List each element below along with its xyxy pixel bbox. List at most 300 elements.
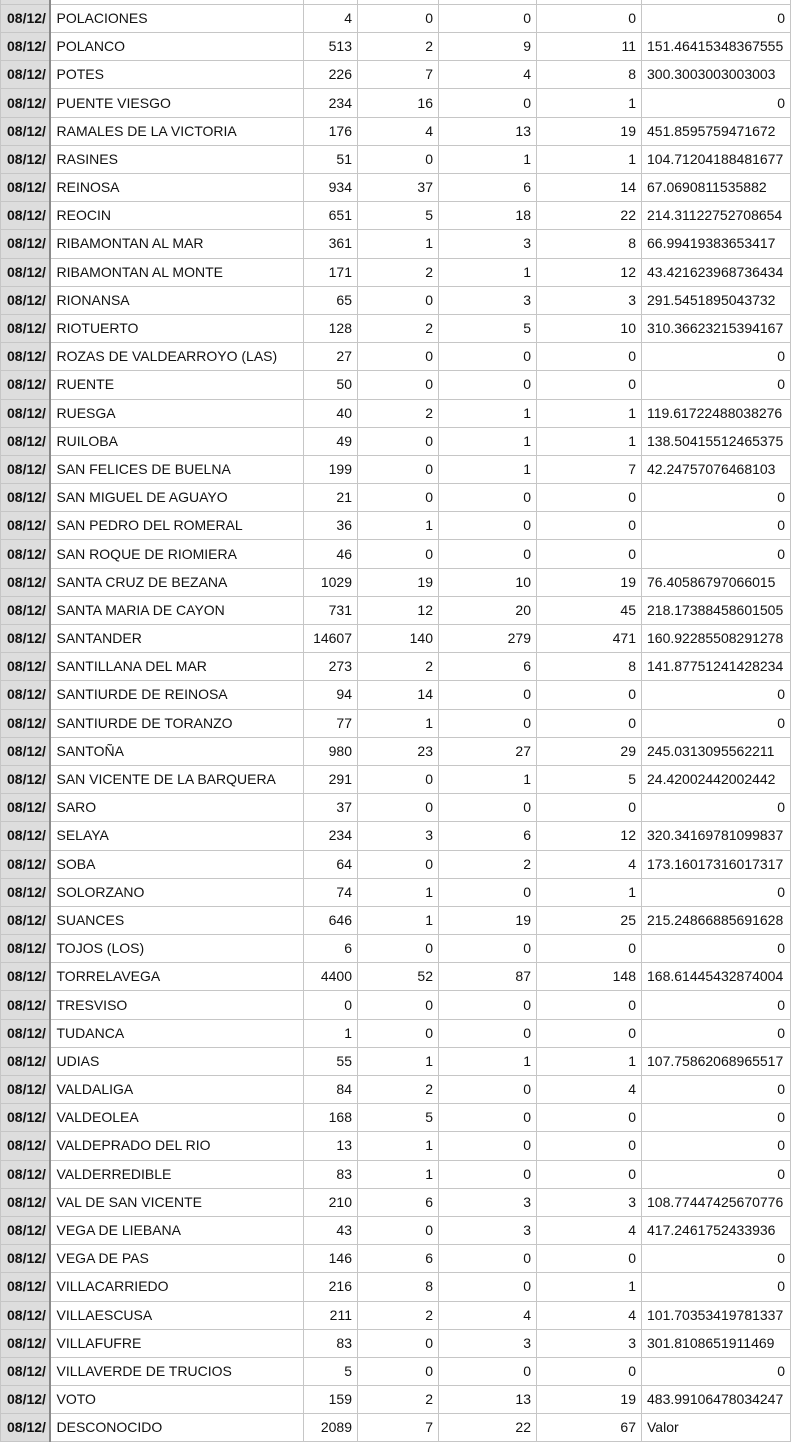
municipality-cell[interactable]: TOJOS (LOS) — [50, 935, 304, 963]
value-cell-2[interactable]: 2 — [358, 33, 439, 61]
value-cell-1[interactable]: 83 — [304, 1329, 358, 1357]
date-cell[interactable]: 08/12/ — [1, 174, 50, 202]
value-cell-1[interactable]: 27 — [304, 343, 358, 371]
value-cell-3[interactable]: 87 — [439, 963, 537, 991]
date-cell[interactable] — [1, 0, 50, 4]
value-cell-3[interactable]: 0 — [439, 709, 537, 737]
municipality-cell[interactable]: SANTILLANA DEL MAR — [50, 653, 304, 681]
value-cell-2[interactable]: 2 — [358, 399, 439, 427]
date-cell[interactable]: 08/12/ — [1, 1329, 50, 1357]
value-cell-3[interactable]: 3 — [439, 230, 537, 258]
municipality-cell[interactable]: VALDALIGA — [50, 1076, 304, 1104]
value-cell-2[interactable]: 0 — [358, 286, 439, 314]
date-cell[interactable]: 08/12/ — [1, 935, 50, 963]
municipality-cell[interactable]: SOLORZANO — [50, 878, 304, 906]
date-cell[interactable]: 08/12/ — [1, 89, 50, 117]
value-cell-4[interactable]: 0 — [537, 484, 642, 512]
date-cell[interactable]: 08/12/ — [1, 653, 50, 681]
municipality-cell[interactable]: ROZAS DE VALDEARROYO (LAS) — [50, 343, 304, 371]
rate-cell[interactable]: 483.99106478034247 — [642, 1386, 791, 1414]
value-cell-3[interactable]: 0 — [439, 1160, 537, 1188]
rate-cell[interactable]: 0 — [642, 484, 791, 512]
date-cell[interactable]: 08/12/ — [1, 906, 50, 934]
value-cell-4[interactable]: 0 — [537, 371, 642, 399]
municipality-cell[interactable]: SANTA MARIA DE CAYON — [50, 596, 304, 624]
municipality-cell[interactable]: RUESGA — [50, 399, 304, 427]
municipality-cell[interactable]: TORRELAVEGA — [50, 963, 304, 991]
municipality-cell[interactable]: REOCIN — [50, 202, 304, 230]
date-cell[interactable]: 08/12/ — [1, 117, 50, 145]
value-cell-4[interactable]: 25 — [537, 906, 642, 934]
value-cell-2[interactable]: 6 — [358, 1245, 439, 1273]
date-cell[interactable]: 08/12/ — [1, 512, 50, 540]
rate-cell[interactable]: 138.50415512465375 — [642, 427, 791, 455]
value-cell-2[interactable]: 5 — [358, 202, 439, 230]
value-cell-3[interactable]: 1 — [439, 399, 537, 427]
value-cell-3[interactable]: 18 — [439, 202, 537, 230]
date-cell[interactable]: 08/12/ — [1, 963, 50, 991]
value-cell-3[interactable]: 0 — [439, 512, 537, 540]
value-cell-3[interactable]: 0 — [439, 878, 537, 906]
date-cell[interactable]: 08/12/ — [1, 822, 50, 850]
value-cell-4[interactable]: 0 — [537, 1357, 642, 1385]
value-cell-2[interactable]: 0 — [358, 991, 439, 1019]
date-cell[interactable]: 08/12/ — [1, 709, 50, 737]
value-cell-1[interactable]: 51 — [304, 145, 358, 173]
value-cell-1[interactable]: 84 — [304, 1076, 358, 1104]
value-cell-4[interactable]: 0 — [537, 1160, 642, 1188]
value-cell-1[interactable]: 216 — [304, 1273, 358, 1301]
value-cell-3[interactable]: 6 — [439, 174, 537, 202]
rate-cell[interactable]: 0 — [642, 1273, 791, 1301]
municipality-cell[interactable]: PUENTE VIESGO — [50, 89, 304, 117]
rate-cell[interactable]: 42.24757076468103 — [642, 455, 791, 483]
rate-cell[interactable]: 119.61722488038276 — [642, 399, 791, 427]
value-cell-3[interactable]: 0 — [439, 935, 537, 963]
value-cell-4[interactable]: 8 — [537, 230, 642, 258]
value-cell-3[interactable]: 3 — [439, 1188, 537, 1216]
value-cell-3[interactable]: 0 — [439, 1104, 537, 1132]
value-cell-2[interactable]: 0 — [358, 850, 439, 878]
value-cell-1[interactable]: 361 — [304, 230, 358, 258]
municipality-cell[interactable]: RUILOBA — [50, 427, 304, 455]
value-cell-2[interactable]: 0 — [358, 765, 439, 793]
value-cell-4[interactable]: 0 — [537, 343, 642, 371]
value-cell-1[interactable]: 731 — [304, 596, 358, 624]
value-cell-3[interactable]: 20 — [439, 596, 537, 624]
rate-cell[interactable]: 173.16017316017317 — [642, 850, 791, 878]
value-cell-4[interactable]: 0 — [537, 1104, 642, 1132]
municipality-cell[interactable]: VILLAESCUSA — [50, 1301, 304, 1329]
value-cell-1[interactable]: 13 — [304, 1132, 358, 1160]
value-cell-4[interactable]: 12 — [537, 258, 642, 286]
value-cell-1[interactable]: 5 — [304, 1357, 358, 1385]
value-cell-4[interactable]: 19 — [537, 117, 642, 145]
rate-cell[interactable]: 0 — [642, 1357, 791, 1385]
date-cell[interactable]: 08/12/ — [1, 371, 50, 399]
value-cell-3[interactable]: 0 — [439, 89, 537, 117]
value-cell-1[interactable]: 128 — [304, 314, 358, 342]
value-cell-4[interactable]: 19 — [537, 1386, 642, 1414]
rate-cell[interactable]: 0 — [642, 512, 791, 540]
municipality-cell[interactable]: SANTA CRUZ DE BEZANA — [50, 568, 304, 596]
date-cell[interactable]: 08/12/ — [1, 1019, 50, 1047]
rate-cell[interactable]: 0 — [642, 89, 791, 117]
rate-cell[interactable]: 0 — [642, 4, 791, 32]
value-cell-4[interactable]: 0 — [537, 681, 642, 709]
value-cell-4[interactable]: 0 — [537, 1245, 642, 1273]
municipality-cell[interactable]: VILLAFUFRE — [50, 1329, 304, 1357]
value-cell-1[interactable]: 199 — [304, 455, 358, 483]
municipality-cell[interactable]: SAN PEDRO DEL ROMERAL — [50, 512, 304, 540]
value-cell-4[interactable]: 0 — [537, 709, 642, 737]
rate-cell[interactable]: 301.8108651911469 — [642, 1329, 791, 1357]
value-cell-1[interactable]: 646 — [304, 906, 358, 934]
value-cell-3[interactable]: 1 — [439, 765, 537, 793]
value-cell-2[interactable]: 6 — [358, 1188, 439, 1216]
value-cell-4[interactable]: 0 — [537, 1019, 642, 1047]
municipality-cell[interactable]: DESCONOCIDO — [50, 1414, 304, 1442]
value-cell-4[interactable]: 4 — [537, 1076, 642, 1104]
date-cell[interactable]: 08/12/ — [1, 794, 50, 822]
date-cell[interactable]: 08/12/ — [1, 314, 50, 342]
rate-cell[interactable]: 214.31122752708654 — [642, 202, 791, 230]
rate-cell[interactable]: 108.77447425670776 — [642, 1188, 791, 1216]
value-cell-4[interactable]: 1 — [537, 878, 642, 906]
value-cell-1[interactable]: 171 — [304, 258, 358, 286]
rate-cell[interactable]: 107.75862068965517 — [642, 1047, 791, 1075]
value-cell-2[interactable]: 0 — [358, 540, 439, 568]
rate-cell[interactable]: 0 — [642, 371, 791, 399]
value-cell-2[interactable]: 0 — [358, 4, 439, 32]
date-cell[interactable]: 08/12/ — [1, 765, 50, 793]
rate-cell[interactable]: 451.8595759471672 — [642, 117, 791, 145]
value-cell-2[interactable]: 23 — [358, 737, 439, 765]
rate-cell[interactable]: 0 — [642, 1076, 791, 1104]
rate-cell[interactable]: 0 — [642, 991, 791, 1019]
value-cell-3[interactable]: 0 — [439, 1273, 537, 1301]
rate-cell[interactable]: 0 — [642, 1160, 791, 1188]
municipality-cell[interactable]: SAN MIGUEL DE AGUAYO — [50, 484, 304, 512]
value-cell-2[interactable]: 1 — [358, 878, 439, 906]
rate-cell[interactable]: 291.5451895043732 — [642, 286, 791, 314]
value-cell-4[interactable]: 3 — [537, 1329, 642, 1357]
value-cell-2[interactable]: 0 — [358, 1216, 439, 1244]
municipality-cell[interactable]: VILLACARRIEDO — [50, 1273, 304, 1301]
value-cell-1[interactable]: 291 — [304, 765, 358, 793]
value-cell-2[interactable]: 2 — [358, 1076, 439, 1104]
value-cell-1[interactable]: 210 — [304, 1188, 358, 1216]
value-cell-2[interactable]: 19 — [358, 568, 439, 596]
date-cell[interactable]: 08/12/ — [1, 1357, 50, 1385]
value-cell-1[interactable]: 980 — [304, 737, 358, 765]
value-cell-4[interactable]: 5 — [537, 765, 642, 793]
rate-cell[interactable]: 310.36623215394167 — [642, 314, 791, 342]
value-cell-2[interactable]: 0 — [358, 427, 439, 455]
municipality-cell[interactable]: TRESVISO — [50, 991, 304, 1019]
value-cell-1[interactable]: 234 — [304, 822, 358, 850]
value-cell-2[interactable]: 16 — [358, 89, 439, 117]
value-cell-1[interactable]: 1 — [304, 1019, 358, 1047]
value-cell-4[interactable]: 10 — [537, 314, 642, 342]
date-cell[interactable]: 08/12/ — [1, 737, 50, 765]
value-cell-2[interactable]: 0 — [358, 1019, 439, 1047]
rate-cell[interactable]: 300.3003003003003 — [642, 61, 791, 89]
date-cell[interactable]: 08/12/ — [1, 427, 50, 455]
value-cell-3[interactable]: 0 — [439, 371, 537, 399]
date-cell[interactable]: 08/12/ — [1, 1047, 50, 1075]
value-cell-1[interactable]: 64 — [304, 850, 358, 878]
municipality-cell[interactable]: REINOSA — [50, 174, 304, 202]
date-cell[interactable]: 08/12/ — [1, 878, 50, 906]
value-cell-3[interactable]: 0 — [439, 4, 537, 32]
value-cell-3[interactable]: 0 — [439, 540, 537, 568]
date-cell[interactable]: 08/12/ — [1, 1245, 50, 1273]
value-cell-3[interactable]: 3 — [439, 1329, 537, 1357]
municipality-cell[interactable]: TUDANCA — [50, 1019, 304, 1047]
date-cell[interactable]: 08/12/ — [1, 1076, 50, 1104]
value-cell-1[interactable]: 4400 — [304, 963, 358, 991]
value-cell-2[interactable]: 8 — [358, 1273, 439, 1301]
value-cell-4[interactable]: 45 — [537, 596, 642, 624]
municipality-cell[interactable]: RAMALES DE LA VICTORIA — [50, 117, 304, 145]
value-cell-3[interactable]: 279 — [439, 625, 537, 653]
value-cell-2[interactable]: 7 — [358, 1414, 439, 1442]
value-cell-4[interactable]: 1 — [537, 399, 642, 427]
value-cell-2[interactable]: 1 — [358, 512, 439, 540]
value-cell-1[interactable]: 36 — [304, 512, 358, 540]
value-cell-3[interactable]: 27 — [439, 737, 537, 765]
value-cell-1[interactable]: 513 — [304, 33, 358, 61]
date-cell[interactable]: 08/12/ — [1, 61, 50, 89]
municipality-cell[interactable]: UDIAS — [50, 1047, 304, 1075]
value-cell-3[interactable]: 0 — [439, 794, 537, 822]
value-cell-1[interactable]: 146 — [304, 1245, 358, 1273]
rate-cell[interactable]: 0 — [642, 1104, 791, 1132]
value-cell-1[interactable]: 159 — [304, 1386, 358, 1414]
rate-cell[interactable]: 24.42002442002442 — [642, 765, 791, 793]
value-cell-4[interactable]: 67 — [537, 1414, 642, 1442]
date-cell[interactable]: 08/12/ — [1, 455, 50, 483]
value-cell-2[interactable]: 2 — [358, 1301, 439, 1329]
rate-cell[interactable]: 66.99419383653417 — [642, 230, 791, 258]
value-cell-3[interactable]: 3 — [439, 1216, 537, 1244]
date-cell[interactable]: 08/12/ — [1, 1301, 50, 1329]
value-cell-4[interactable]: 148 — [537, 963, 642, 991]
value-cell-4[interactable]: 1 — [537, 89, 642, 117]
value-cell-2[interactable]: 1 — [358, 709, 439, 737]
value-cell-1[interactable]: 1029 — [304, 568, 358, 596]
date-cell[interactable]: 08/12/ — [1, 850, 50, 878]
municipality-cell[interactable]: RIOTUERTO — [50, 314, 304, 342]
municipality-cell[interactable]: VALDERREDIBLE — [50, 1160, 304, 1188]
value-cell-2[interactable]: 3 — [358, 822, 439, 850]
value-cell-4[interactable]: 3 — [537, 1188, 642, 1216]
rate-cell[interactable]: 168.61445432874004 — [642, 963, 791, 991]
value-cell-2[interactable]: 0 — [358, 371, 439, 399]
municipality-cell[interactable]: VAL DE SAN VICENTE — [50, 1188, 304, 1216]
value-cell-4[interactable]: 0 — [537, 935, 642, 963]
value-cell-4[interactable]: 8 — [537, 653, 642, 681]
date-cell[interactable]: 08/12/ — [1, 145, 50, 173]
date-cell[interactable]: 08/12/ — [1, 1386, 50, 1414]
value-cell-1[interactable]: 14607 — [304, 625, 358, 653]
date-cell[interactable]: 08/12/ — [1, 4, 50, 32]
value-cell-3[interactable]: 6 — [439, 653, 537, 681]
value-cell-3[interactable]: 1 — [439, 455, 537, 483]
value-cell-1[interactable]: 83 — [304, 1160, 358, 1188]
value-cell-1[interactable]: 43 — [304, 1216, 358, 1244]
value-cell-1[interactable]: 37 — [304, 794, 358, 822]
rate-cell[interactable]: Valor — [642, 1414, 791, 1442]
date-cell[interactable]: 08/12/ — [1, 1132, 50, 1160]
municipality-cell[interactable]: SANTOÑA — [50, 737, 304, 765]
value-cell-2[interactable]: 1 — [358, 1132, 439, 1160]
municipality-cell[interactable]: SANTIURDE DE TORANZO — [50, 709, 304, 737]
value-cell-3[interactable]: 4 — [439, 61, 537, 89]
value-cell-4[interactable]: 1 — [537, 427, 642, 455]
rate-cell[interactable]: 320.34169781099837 — [642, 822, 791, 850]
municipality-cell[interactable]: VEGA DE PAS — [50, 1245, 304, 1273]
value-cell-4[interactable]: 1 — [537, 1273, 642, 1301]
value-cell-2[interactable]: 1 — [358, 1160, 439, 1188]
value-cell-3[interactable]: 0 — [439, 681, 537, 709]
value-cell-1[interactable]: 74 — [304, 878, 358, 906]
municipality-cell[interactable]: RASINES — [50, 145, 304, 173]
municipality-cell[interactable]: VEGA DE LIEBANA — [50, 1216, 304, 1244]
value-cell-3[interactable]: 1 — [439, 427, 537, 455]
value-cell-3[interactable]: 13 — [439, 117, 537, 145]
rate-cell[interactable]: 0 — [642, 540, 791, 568]
value-cell-4[interactable]: 4 — [537, 1216, 642, 1244]
value-cell-2[interactable]: 2 — [358, 1386, 439, 1414]
rate-cell[interactable]: 0 — [642, 878, 791, 906]
value-cell-2[interactable]: 2 — [358, 314, 439, 342]
municipality-cell[interactable]: VOTO — [50, 1386, 304, 1414]
rate-cell[interactable]: 0 — [642, 709, 791, 737]
date-cell[interactable]: 08/12/ — [1, 286, 50, 314]
value-cell-1[interactable]: 49 — [304, 427, 358, 455]
value-cell-3[interactable]: 0 — [439, 1019, 537, 1047]
value-cell-4[interactable]: 1 — [537, 1047, 642, 1075]
value-cell-3[interactable]: 0 — [439, 343, 537, 371]
value-cell-4[interactable]: 0 — [537, 540, 642, 568]
value-cell-2[interactable]: 2 — [358, 258, 439, 286]
rate-cell[interactable]: 417.2461752433936 — [642, 1216, 791, 1244]
rate-cell[interactable]: 0 — [642, 681, 791, 709]
value-cell-2[interactable]: 140 — [358, 625, 439, 653]
rate-cell[interactable]: 0 — [642, 794, 791, 822]
value-cell-1[interactable]: 21 — [304, 484, 358, 512]
rate-cell[interactable]: 0 — [642, 1019, 791, 1047]
value-cell-4[interactable]: 12 — [537, 822, 642, 850]
value-cell-2[interactable]: 14 — [358, 681, 439, 709]
value-cell-3[interactable]: 0 — [439, 1357, 537, 1385]
date-cell[interactable]: 08/12/ — [1, 33, 50, 61]
value-cell-2[interactable]: 12 — [358, 596, 439, 624]
value-cell-1[interactable]: 40 — [304, 399, 358, 427]
value-cell-1[interactable]: 0 — [304, 991, 358, 1019]
value-cell-3[interactable]: 0 — [439, 1076, 537, 1104]
value-cell-2[interactable]: 1 — [358, 1047, 439, 1075]
value-cell-2[interactable]: 0 — [358, 484, 439, 512]
value-cell-3[interactable]: 2 — [439, 850, 537, 878]
date-cell[interactable]: 08/12/ — [1, 484, 50, 512]
value-cell-3[interactable]: 0 — [439, 484, 537, 512]
value-cell-1[interactable]: 168 — [304, 1104, 358, 1132]
value-cell-1[interactable]: 55 — [304, 1047, 358, 1075]
value-cell-1[interactable]: 2089 — [304, 1414, 358, 1442]
value-cell-2[interactable]: 52 — [358, 963, 439, 991]
rate-cell[interactable]: 0 — [642, 1132, 791, 1160]
value-cell-4[interactable]: 0 — [537, 794, 642, 822]
municipality-cell[interactable]: SANTIURDE DE REINOSA — [50, 681, 304, 709]
rate-cell[interactable]: 141.87751241428234 — [642, 653, 791, 681]
municipality-cell[interactable]: VILLAVERDE DE TRUCIOS — [50, 1357, 304, 1385]
date-cell[interactable]: 08/12/ — [1, 1273, 50, 1301]
value-cell-1[interactable]: 226 — [304, 61, 358, 89]
value-cell-4[interactable]: 4 — [537, 1301, 642, 1329]
value-cell-3[interactable]: 0 — [439, 1245, 537, 1273]
value-cell-4[interactable]: 0 — [537, 4, 642, 32]
rate-cell[interactable]: 0 — [642, 1245, 791, 1273]
date-cell[interactable]: 08/12/ — [1, 568, 50, 596]
municipality-cell[interactable]: POLANCO — [50, 33, 304, 61]
value-cell-1[interactable]: 934 — [304, 174, 358, 202]
value-cell-1[interactable]: 211 — [304, 1301, 358, 1329]
value-cell-4[interactable]: 11 — [537, 33, 642, 61]
rate-cell[interactable]: 104.71204188481677 — [642, 145, 791, 173]
value-cell-4[interactable]: 7 — [537, 455, 642, 483]
value-cell-4[interactable]: 8 — [537, 61, 642, 89]
rate-cell[interactable]: 160.92285508291278 — [642, 625, 791, 653]
municipality-cell[interactable]: SUANCES — [50, 906, 304, 934]
date-cell[interactable]: 08/12/ — [1, 1104, 50, 1132]
value-cell-3[interactable]: 1 — [439, 258, 537, 286]
value-cell-2[interactable]: 5 — [358, 1104, 439, 1132]
value-cell-4[interactable]: 3 — [537, 286, 642, 314]
date-cell[interactable]: 08/12/ — [1, 343, 50, 371]
value-cell-1[interactable]: 176 — [304, 117, 358, 145]
date-cell[interactable]: 08/12/ — [1, 991, 50, 1019]
municipality-cell[interactable]: SAN FELICES DE BUELNA — [50, 455, 304, 483]
value-cell-3[interactable]: 4 — [439, 1301, 537, 1329]
value-cell-4[interactable]: 1 — [537, 145, 642, 173]
value-cell-2[interactable]: 0 — [358, 935, 439, 963]
value-cell-1[interactable]: 651 — [304, 202, 358, 230]
date-cell[interactable]: 08/12/ — [1, 596, 50, 624]
value-cell-2[interactable]: 0 — [358, 1329, 439, 1357]
rate-cell[interactable]: 43.421623968736434 — [642, 258, 791, 286]
value-cell-3[interactable]: 10 — [439, 568, 537, 596]
value-cell-3[interactable]: 6 — [439, 822, 537, 850]
municipality-cell[interactable]: RUENTE — [50, 371, 304, 399]
value-cell-4[interactable]: 19 — [537, 568, 642, 596]
date-cell[interactable]: 08/12/ — [1, 399, 50, 427]
value-cell-3[interactable]: 22 — [439, 1414, 537, 1442]
value-cell-2[interactable]: 4 — [358, 117, 439, 145]
date-cell[interactable]: 08/12/ — [1, 681, 50, 709]
value-cell-2[interactable]: 0 — [358, 794, 439, 822]
municipality-cell[interactable]: SAN VICENTE DE LA BARQUERA — [50, 765, 304, 793]
municipality-cell[interactable]: POTES — [50, 61, 304, 89]
value-cell-3[interactable]: 1 — [439, 145, 537, 173]
municipality-cell[interactable]: POLACIONES — [50, 4, 304, 32]
value-cell-2[interactable]: 0 — [358, 145, 439, 173]
value-cell-4[interactable]: 0 — [537, 991, 642, 1019]
value-cell-2[interactable]: 0 — [358, 455, 439, 483]
value-cell-1[interactable]: 77 — [304, 709, 358, 737]
